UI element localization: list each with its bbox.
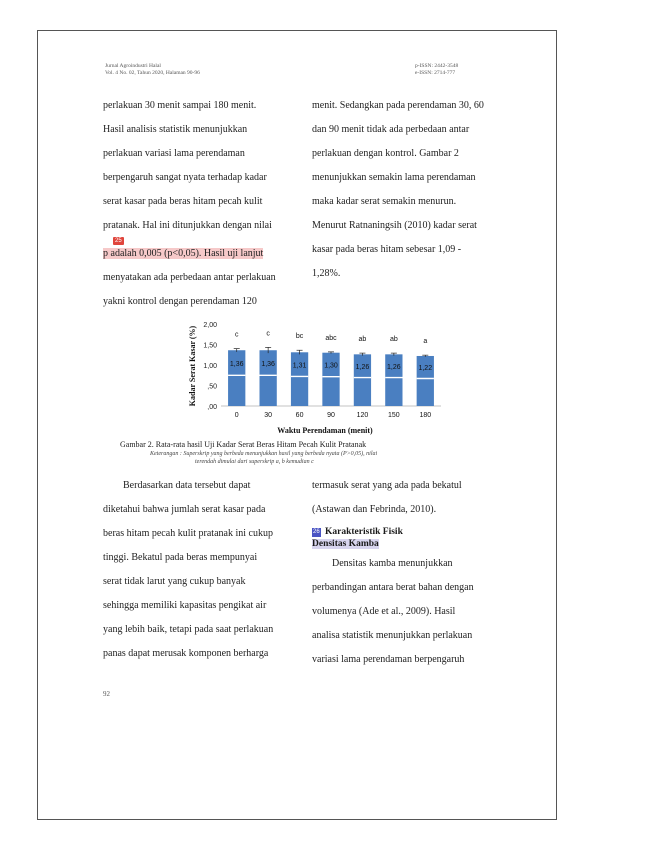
figure-caption: Gambar 2. Rata-rata hasil Uji Kadar Serat Beras Hitam Pecah Kulit Pratanak [120, 440, 367, 449]
paragraph-line: perlakuan 30 menit sampai 180 menit. [103, 100, 257, 111]
journal-header-left [105, 63, 200, 77]
paragraph-line: 1,28%. [312, 268, 341, 279]
paragraph-line: menit. Sedangkan pada perendaman 30, 60 [312, 100, 484, 111]
paragraph-line: serat tidak larut yang cukup banyak [103, 576, 246, 587]
significance-letter: c [266, 330, 270, 338]
e-issn: e-ISSN: 2714-777 [415, 70, 456, 76]
data-label: 1,26 [355, 363, 370, 371]
significance-letter: bc [295, 333, 304, 341]
paragraph-line: serat kasar pada beras hitam pecah kulit [103, 196, 263, 207]
significance-letter: abc [325, 334, 337, 342]
paragraph-line: maka kadar serat semakin menurun. [312, 196, 457, 207]
fiber-bar-chart [185, 318, 445, 438]
y-tick-label: ,50 [207, 383, 217, 391]
paragraph-line: yakni kontrol dengan perendaman 120 [103, 296, 257, 307]
x-tick-label: 0 [234, 412, 239, 419]
section-heading: Karakteristik Fisik [325, 527, 403, 537]
x-tick-label: 90 [327, 412, 335, 419]
chart-bar [385, 354, 402, 406]
p-issn: p-ISSN: 2442-3548 [415, 63, 459, 69]
significance-letter: c [234, 331, 239, 339]
paragraph-line: termasuk serat yang ada pada bekatul [312, 480, 462, 491]
x-tick-label: 60 [295, 412, 304, 419]
highlighted-line[interactable]: p adalah 0,005 (p<0,05). Hasil uji lanjut [103, 248, 264, 259]
comment-marker-blue[interactable]: 26 [313, 529, 320, 535]
paragraph-line: variasi lama perendaman berpengaruh [312, 654, 465, 665]
significance-letter: ab [389, 336, 398, 344]
paragraph-line: yang lebih baik, tetapi pada saat perlakuan [103, 624, 274, 635]
data-label: 1,36 [261, 360, 275, 368]
data-label: 1,26 [387, 363, 401, 371]
chart-bar [260, 350, 277, 406]
x-tick-label: 180 [419, 412, 432, 419]
paragraph-line: Menurut Ratnaningsih (2010) kadar serat [312, 220, 477, 231]
paragraph-line: sehingga memiliki kapasitas pengikat air [103, 600, 267, 611]
page-number: 92 [103, 690, 110, 698]
chart-bar [354, 354, 371, 406]
paragraph-line: perlakuan variasi lama perendaman [103, 148, 245, 159]
x-tick-label: 30 [264, 412, 273, 419]
chart-bar [291, 352, 308, 406]
x-tick-label: 120 [356, 412, 369, 419]
figure-note: terendah dimulai dari superskrip a, b kemudian c [195, 459, 314, 465]
paragraph-line: menyatakan ada perbedaan antar perlakuan [103, 272, 276, 283]
data-label: 1,36 [229, 360, 244, 368]
paragraph-line: diketahui bahwa jumlah serat kasar pada [103, 504, 266, 515]
paragraph-line: berpengaruh sangat nyata terhadap kadar [103, 172, 267, 183]
journal-name: Jurnal Agroindustri Halal [105, 63, 161, 69]
paragraph-line: Hasil analisis statistik menunjukkan [103, 124, 248, 135]
journal-volume: Vol. 4 No. 02, Tahun 2020, Halaman 90-96 [105, 70, 200, 76]
chart-bar [322, 353, 339, 406]
paragraph-line: analisa statistik menunjukkan perlakuan [312, 630, 473, 641]
paragraph-line: Berdasarkan data tersebut dapat [123, 480, 251, 491]
journal-header-right [415, 63, 458, 77]
significance-letter: a [423, 338, 428, 346]
paragraph-line: kasar pada beras hitam sebesar 1,09 - [312, 244, 462, 255]
figure-note: Keterangan : Superskrip yang berbeda menunjukkan hasil yang berbeda nyata (P>0,05), nilai [150, 451, 378, 457]
paragraph-line: Densitas kamba menunjukkan [332, 558, 453, 569]
y-axis-label: Kadar Serat Kasar (%) [188, 325, 197, 407]
y-tick-label: 1,50 [203, 342, 217, 350]
paragraph-line: tinggi. Bekatul pada beras mempunyai [103, 552, 258, 563]
paragraph-line: pratanak. Hal ini ditunjukkan dengan nilai [103, 220, 272, 231]
chart-bar [228, 350, 245, 406]
y-tick-label: 1,00 [203, 363, 217, 370]
y-tick-label: 2,00 [203, 322, 217, 329]
comment-marker-red[interactable]: 25 [115, 238, 122, 244]
subsection-heading[interactable]: Densitas Kamba [312, 539, 379, 549]
paragraph-line: menunjukkan semakin lama perendaman [312, 172, 476, 183]
x-axis-label: Waktu Perendaman (menit) [277, 426, 373, 435]
paragraph-line: (Astawan dan Febrinda, 2010). [312, 504, 437, 515]
paragraph-line: volumenya (Ade et al., 2009). Hasil [312, 606, 456, 617]
data-label: 1,30 [324, 362, 338, 370]
paragraph-line: beras hitam pecah kulit pratanak ini cukup [103, 528, 273, 539]
y-tick-label: ,00 [207, 404, 217, 411]
data-label: 1,31 [292, 362, 307, 370]
paragraph-line: perlakuan dengan kontrol. Gambar 2 [312, 148, 459, 159]
x-tick-label: 150 [388, 412, 400, 419]
paragraph-line: perbandingan antara berat bahan dengan [312, 582, 474, 593]
paragraph-line: dan 90 menit tidak ada perbedaan antar [312, 124, 470, 135]
significance-letter: ab [358, 336, 367, 344]
data-label: 1,22 [418, 364, 433, 372]
paragraph-line: panas dapat merusak komponen berharga [103, 648, 269, 659]
chart-bar [417, 356, 434, 406]
